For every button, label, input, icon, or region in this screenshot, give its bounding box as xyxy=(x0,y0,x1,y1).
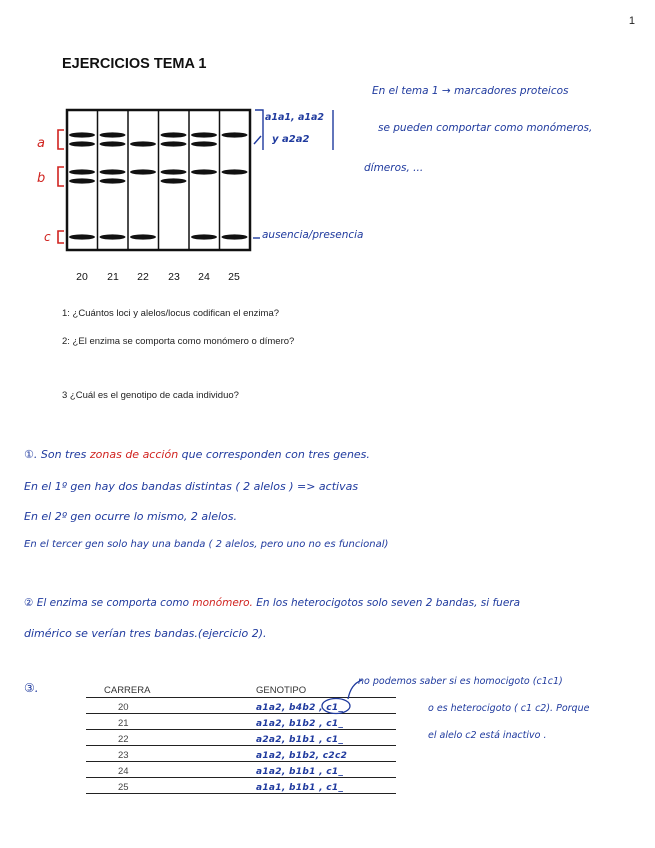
top-note-line3: dímeros, ... xyxy=(364,162,424,174)
band xyxy=(100,178,126,183)
table-row xyxy=(86,778,396,794)
answer-1-line2: En el 1º gen hay dos bandas distintas ( 2 alelos ) => activas xyxy=(24,480,359,493)
cell-genotype: a1a1, b1b1 , c1_ xyxy=(228,778,396,794)
answer-1-line1 xyxy=(24,448,370,461)
arrow-line xyxy=(254,136,261,144)
top-note-line2: se pueden comportar como monómeros, xyxy=(378,122,593,134)
band xyxy=(191,234,217,239)
locus-bracket-b xyxy=(58,167,64,186)
top-note-line1: En el tema 1 → marcadores proteicos xyxy=(372,85,569,97)
answer-2-line2: dimérico se verían tres bandas.(ejercicio 2). xyxy=(24,627,267,640)
answer-text: Son tres xyxy=(40,448,87,461)
lane-label: 22 xyxy=(137,271,149,283)
table-row xyxy=(86,714,396,730)
side-note-line2: o es heterocigoto ( c1 c2). Porque xyxy=(428,703,590,714)
band xyxy=(161,178,187,183)
page-title: EJERCICIOS TEMA 1 xyxy=(62,56,207,72)
band xyxy=(161,132,187,137)
alleles-note-line1: a1a1, a1a2 xyxy=(265,112,324,123)
band xyxy=(191,141,217,146)
lane-label: 20 xyxy=(76,271,88,283)
page-number: 1 xyxy=(628,15,635,27)
band xyxy=(100,141,126,146)
band xyxy=(191,132,217,137)
locus-label-a: a xyxy=(37,136,45,151)
band xyxy=(69,234,95,239)
band xyxy=(161,169,187,174)
presence-note: ausencia/presencia xyxy=(262,229,364,241)
locus-label-c: c xyxy=(44,230,51,244)
band xyxy=(69,132,95,137)
lane-label: 21 xyxy=(107,271,119,283)
answer-1-line4: En el tercer gen solo hay una banda ( 2 alelos, pero uno no es funcional) xyxy=(24,539,389,550)
locus-bracket-a xyxy=(58,130,64,149)
band xyxy=(161,141,187,146)
question-1: 1: ¿Cuántos loci y alelos/locus codifican el enzima? xyxy=(62,308,280,319)
locus-label-b: b xyxy=(37,171,46,186)
band xyxy=(222,169,248,174)
band xyxy=(100,132,126,137)
table-row xyxy=(86,746,396,762)
circle-mark xyxy=(322,699,350,714)
table-row xyxy=(86,730,396,746)
band xyxy=(222,234,248,239)
band xyxy=(100,234,126,239)
cell-id: 22 xyxy=(86,730,228,746)
cell-genotype: a1a2, b1b2 , c1_ xyxy=(228,714,396,730)
cell-id: 21 xyxy=(86,714,228,730)
alleles-note-line2: y a2a2 xyxy=(272,134,310,145)
lane-label: 24 xyxy=(198,271,210,283)
cell-genotype: a1a2, b1b2, c2c2 xyxy=(228,746,396,762)
side-note-line3: el alelo c2 está inactivo . xyxy=(428,730,547,741)
side-note-line1: no podemos saber si es homocigoto (c1c1) xyxy=(358,676,563,687)
band xyxy=(69,178,95,183)
question-3: 3 ¿Cuál es el genotipo de cada individuo? xyxy=(62,390,239,401)
cell-id: 20 xyxy=(86,698,228,714)
band xyxy=(69,141,95,146)
cell-genotype: a2a2, b1b1 , c1_ xyxy=(228,730,396,746)
cell-genotype: a1a2, b4b2 , c1_ xyxy=(228,698,396,714)
answer-3-marker: ③. xyxy=(24,681,39,695)
band xyxy=(222,132,248,137)
allele-bracket xyxy=(255,110,263,150)
band xyxy=(130,234,156,239)
answer-1-line3: En el 2º gen ocurre lo mismo, 2 alelos. xyxy=(24,510,237,523)
column-header-genotipo: GENOTIPO xyxy=(228,684,396,698)
answer-text: que corresponden con tres genes. xyxy=(181,448,370,461)
answer-marker: ①. xyxy=(24,448,38,461)
band xyxy=(100,169,126,174)
cell-id: 24 xyxy=(86,762,228,778)
column-header-carrera: CARRERA xyxy=(86,684,228,698)
answer-2-line1 xyxy=(24,597,520,609)
answer-highlight: monómero. xyxy=(192,597,253,609)
band xyxy=(130,169,156,174)
locus-bracket-c xyxy=(58,231,64,243)
band xyxy=(130,141,156,146)
band xyxy=(191,169,217,174)
lane-label: 25 xyxy=(228,271,240,283)
answer-text: En los heterocigotos solo seven 2 bandas, si fuera xyxy=(256,597,521,609)
answer-text: El enzima se comporta como xyxy=(36,597,190,609)
cell-genotype: a1a2, b1b1 , c1_ xyxy=(228,762,396,778)
cell-id: 25 xyxy=(86,778,228,794)
lane-label: 23 xyxy=(168,271,180,283)
answer-marker: ② xyxy=(24,597,34,609)
band xyxy=(69,169,95,174)
cell-id: 23 xyxy=(86,746,228,762)
question-2: 2: ¿El enzima se comporta como monómero o dímero? xyxy=(62,336,295,347)
answer-highlight: zonas de acción xyxy=(89,448,179,461)
table-row xyxy=(86,762,396,778)
